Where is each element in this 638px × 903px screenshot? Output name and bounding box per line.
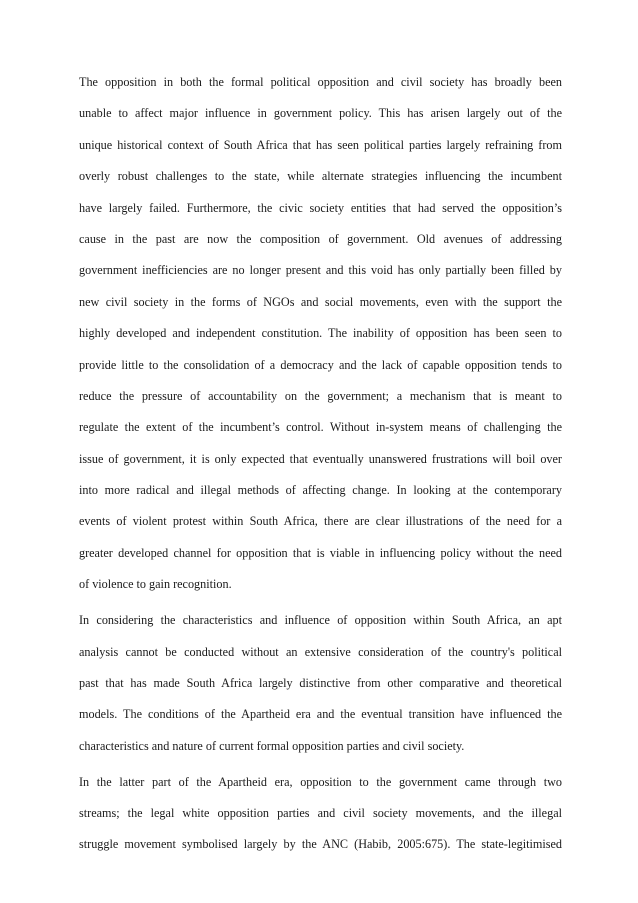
text-line: unique historical context of South Africa that has seen political parties largely refraining from [79,137,562,152]
text-line: struggle movement symbolised largely by the ANC (Habib, 2005:675). The state-legitimised [79,837,562,852]
document-body [79,67,562,861]
text-line: new civil society in the forms of NGOs and social movements, even with the support the [79,294,562,309]
text-line: provide little to the consolidation of a democracy and the lack of capable opposition tends to [79,357,562,372]
text-line: highly developed and independent constitution. The inability of opposition has been seen to [79,326,562,341]
text-line: analysis cannot be conducted without an extensive consideration of the country's political [79,644,562,659]
text-line: overly robust challenges to the state, while alternate strategies influencing the incumbent [79,169,562,184]
text-line: into more radical and illegal methods of affecting change. In looking at the contemporary [79,483,562,498]
text-line: characteristics and nature of current formal opposition parties and civil society. [79,738,465,753]
paragraph-1 [79,67,562,601]
text-line: reduce the pressure of accountability on the government; a mechanism that is meant to [79,388,562,403]
text-line: unable to affect major influence in government policy. This has arisen largely out of the [79,106,562,121]
paragraph-2 [79,605,562,762]
text-line: events of violent protest within South Africa, there are clear illustrations of the need for a [79,514,562,529]
text-line: of violence to gain recognition. [79,577,232,592]
text-line: In the latter part of the Apartheid era, opposition to the government came through two [79,774,562,789]
text-line: government inefficiencies are no longer present and this void has only partially been filled by [79,263,562,278]
text-line: models. The conditions of the Apartheid era and the eventual transition have influenced the [79,707,562,722]
text-line: In considering the characteristics and influence of opposition within South Africa, an apt [79,613,562,628]
paragraph-3 [79,767,562,861]
text-line: cause in the past are now the composition of government. Old avenues of addressing [79,231,562,246]
text-line: regulate the extent of the incumbent’s control. Without in-system means of challenging the [79,420,562,435]
text-line: issue of government, it is only expected that eventually unanswered frustrations will boil over [79,451,562,466]
text-line: streams; the legal white opposition parties and civil society movements, and the illegal [79,805,562,820]
text-line: greater developed channel for opposition that is viable in influencing policy without the need [79,545,562,560]
text-line: have largely failed. Furthermore, the civic society entities that had served the opposition’s [79,200,562,215]
text-line: past that has made South Africa largely distinctive from other comparative and theoretical [79,675,562,690]
text-line: The opposition in both the formal political opposition and civil society has broadly been [79,75,562,89]
